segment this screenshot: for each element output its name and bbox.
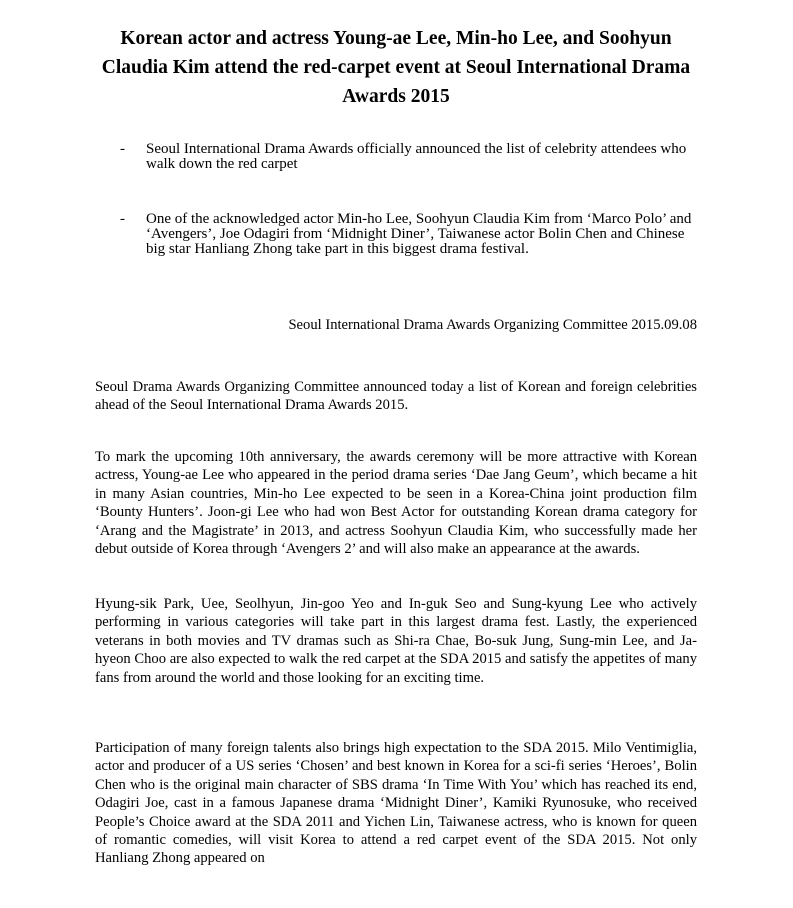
bullet-marker: - — [120, 141, 125, 157]
body-paragraph: Seoul Drama Awards Organizing Committee announced today a list of Korean and foreign celebrities ahead of the Seoul International Drama Awards 2015. — [95, 379, 697, 414]
bullet-text: One of the acknowledged actor Min-ho Lee, Soohyun Claudia Kim from ‘Marco Polo’ and ‘Avengers’, Joe Odagiri from ‘Midnight Diner’, Taiwanese actor Bolin Chen and Chinese big star Hanliang Zhong take part in this biggest drama festival. — [146, 211, 692, 257]
document-title: Korean actor and actress Young-ae Lee, Min-ho Lee, and Soohyun Claudia Kim attend the red-carpet event at Seoul International Drama Awards 2015 — [101, 28, 691, 107]
bullet-marker: - — [120, 211, 125, 227]
byline: Seoul International Drama Awards Organizing Committee 2015.09.08 — [288, 317, 697, 333]
bullet-item — [120, 142, 700, 172]
bullet-item — [120, 212, 700, 257]
body-paragraph: Participation of many foreign talents also brings high expectation to the SDA 2015. Milo Ventimiglia, actor and producer of a US series ‘Chosen’ and best known in Korea for a sci-fi series ‘Heroes’, Bolin Chen who is the original main character of SBS drama ‘In Time With You’ which has reached its end, Odagiri Joe, cast in a famous Japanese drama ‘Midnight Diner’, Kamiki Ryunosuke, who received People’s Choice award at the SDA 2011 and Yichen Lin, Taiwanese actress, who is known for queen of romantic comedies, will visit Korea to attend a red carpet event of the SDA 2015. Not only Hanliang Zhong appeared on — [95, 740, 697, 867]
body-paragraph: Hyung-sik Park, Uee, Seolhyun, Jin-goo Yeo and In-guk Seo and Sung-kyung Lee who actively performing in various categories will take part in this largest drama fest. Lastly, the experienced veterans in both movies and TV dramas such as Shi-ra Chae, Bo-suk Jung, Sung-min Lee, and Ja-hyeon Choo are also expected to walk the red carpet at the SDA 2015 and satisfy the appetites of many fans from around the world and those looking for an exciting time. — [95, 596, 697, 686]
bullet-text: Seoul International Drama Awards officially announced the list of celebrity attendees who walk down the red carpet — [146, 141, 687, 172]
body-paragraph: To mark the upcoming 10th anniversary, the awards ceremony will be more attractive with Korean actress, Young-ae Lee who appeared in the period drama series ‘Dae Jang Geum’, which became a hit in many Asian countries, Min-ho Lee expected to be seen in a Korea-China joint production film ‘Bounty Hunters’. Joon-gi Lee who had won Best Actor for outstanding Korean drama category for ‘Arang and the Magistrate’ in 2013, and actress Soohyun Claudia Kim, who successfully made her debut outside of Korea through ‘Avengers 2’ and will also make an appearance at the awards. — [95, 449, 697, 558]
